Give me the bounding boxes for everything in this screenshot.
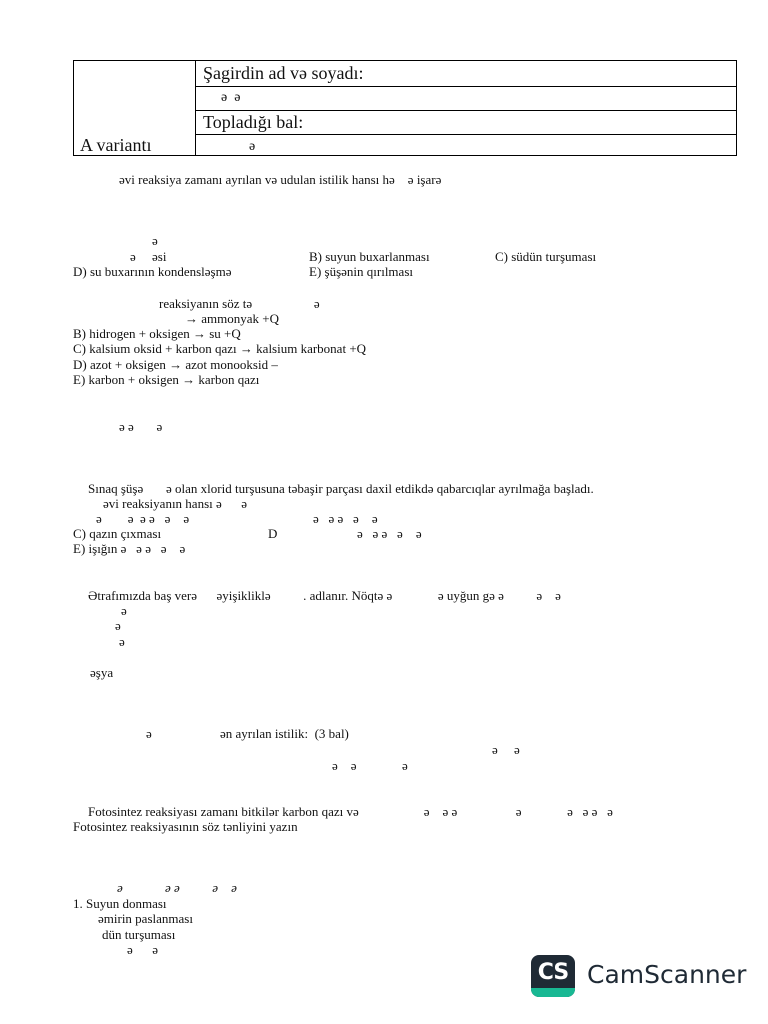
q1-option-e: E) şüşənin qırılması (309, 264, 413, 279)
q4-option-d-letter: D (268, 526, 278, 541)
q6-line-1: ə ə (492, 742, 520, 757)
q6-question: ən ayrılan istilik: (3 bal) (220, 726, 349, 741)
q4-option-d: ə ə ə ə ə (357, 526, 422, 541)
q8-question: ə ə ə ə ə (117, 880, 237, 895)
q2-option-b: B) hidrogen + oksigen → su +Q (73, 326, 241, 341)
q1-question: əvi reaksiya zamanı ayrılan və udulan istilik hansı hə ə işarə (119, 172, 442, 187)
q7-question: Fotosintez reaksiyası zamanı bitkilər karbon qazı və ə ə ə ə ə ə ə ə (88, 804, 613, 819)
q4-question-line2: əvi reaksiyanın hansı ə ə (103, 496, 248, 511)
score-value: ə (249, 139, 256, 154)
table-divider (195, 61, 196, 155)
q4-option-e: E) işığın ə ə ə ə ə (73, 541, 186, 556)
q1-option-c: C) südün turşuması (495, 249, 597, 264)
q5-line-1: ə (121, 603, 127, 618)
q8-item-1: 1. Suyun donması (73, 896, 167, 911)
q1-stray-letter: ə (152, 233, 158, 248)
table-divider (195, 110, 736, 111)
camscanner-logo-bar (531, 988, 575, 997)
table-divider (195, 86, 736, 87)
q2-option-e: E) karbon + oksigen → karbon qazı (73, 372, 260, 387)
q6-line-2: ə ə ə (332, 758, 408, 773)
q4-option-b: ə ə ə ə ə (313, 511, 378, 526)
variant-label: A variantı (80, 135, 152, 155)
score-label: Topladığı bal: (203, 112, 304, 132)
q2-option-d: D) azot + oksigen → azot monooksid – (73, 357, 278, 372)
student-name-value: ə ə (221, 90, 241, 105)
q3-question: ə ə ə (119, 419, 163, 434)
q7-question-line2: Fotosintez reaksiyasının söz tənliyini yazın (73, 819, 298, 834)
camscanner-wordmark: CamScanner (587, 960, 747, 989)
q5-line-3: ə (119, 634, 125, 649)
q5-line-2: ə (115, 618, 121, 633)
student-name-label: Şagirdin ad və soyadı: (203, 63, 364, 83)
q5-line-4: əşya (90, 665, 114, 680)
q6-question-start: ə (146, 726, 152, 741)
q1-option-a: ə əsi (130, 249, 167, 264)
camscanner-logo-letters: CS (537, 960, 569, 985)
q4-option-a: ə ə ə ə ə ə (96, 511, 190, 526)
q4-option-c: C) qazın çıxması (73, 526, 162, 541)
q4-question: Sınaq şüşə ə olan xlorid turşusuna təbaşir parçası daxil etdikdə qabarcıqlar ayrılmağa başladı. (88, 481, 594, 496)
camscanner-logo-icon (531, 955, 575, 997)
q8-item-3: dün turşuması (102, 927, 176, 942)
q5-question: Ətrafımızda baş verə əyişikliklə . adlanır. Nöqtə ə ə uyğun gə ə ə ə (88, 588, 561, 603)
q2-question: reaksiyanın söz tə ə (159, 296, 320, 311)
q2-option-c: C) kalsium oksid + karbon qazı → kalsium karbonat +Q (73, 341, 367, 356)
q8-item-2: əmirin paslanması (98, 911, 193, 926)
q2-option-a: → ammonyak +Q (185, 311, 279, 326)
q1-option-d: D) su buxarının kondensləşmə (73, 264, 232, 279)
table-divider (195, 134, 736, 135)
q8-item-4: ə ə (127, 942, 159, 957)
header-table (73, 60, 737, 156)
q1-option-b: B) suyun buxarlanması (309, 249, 430, 264)
